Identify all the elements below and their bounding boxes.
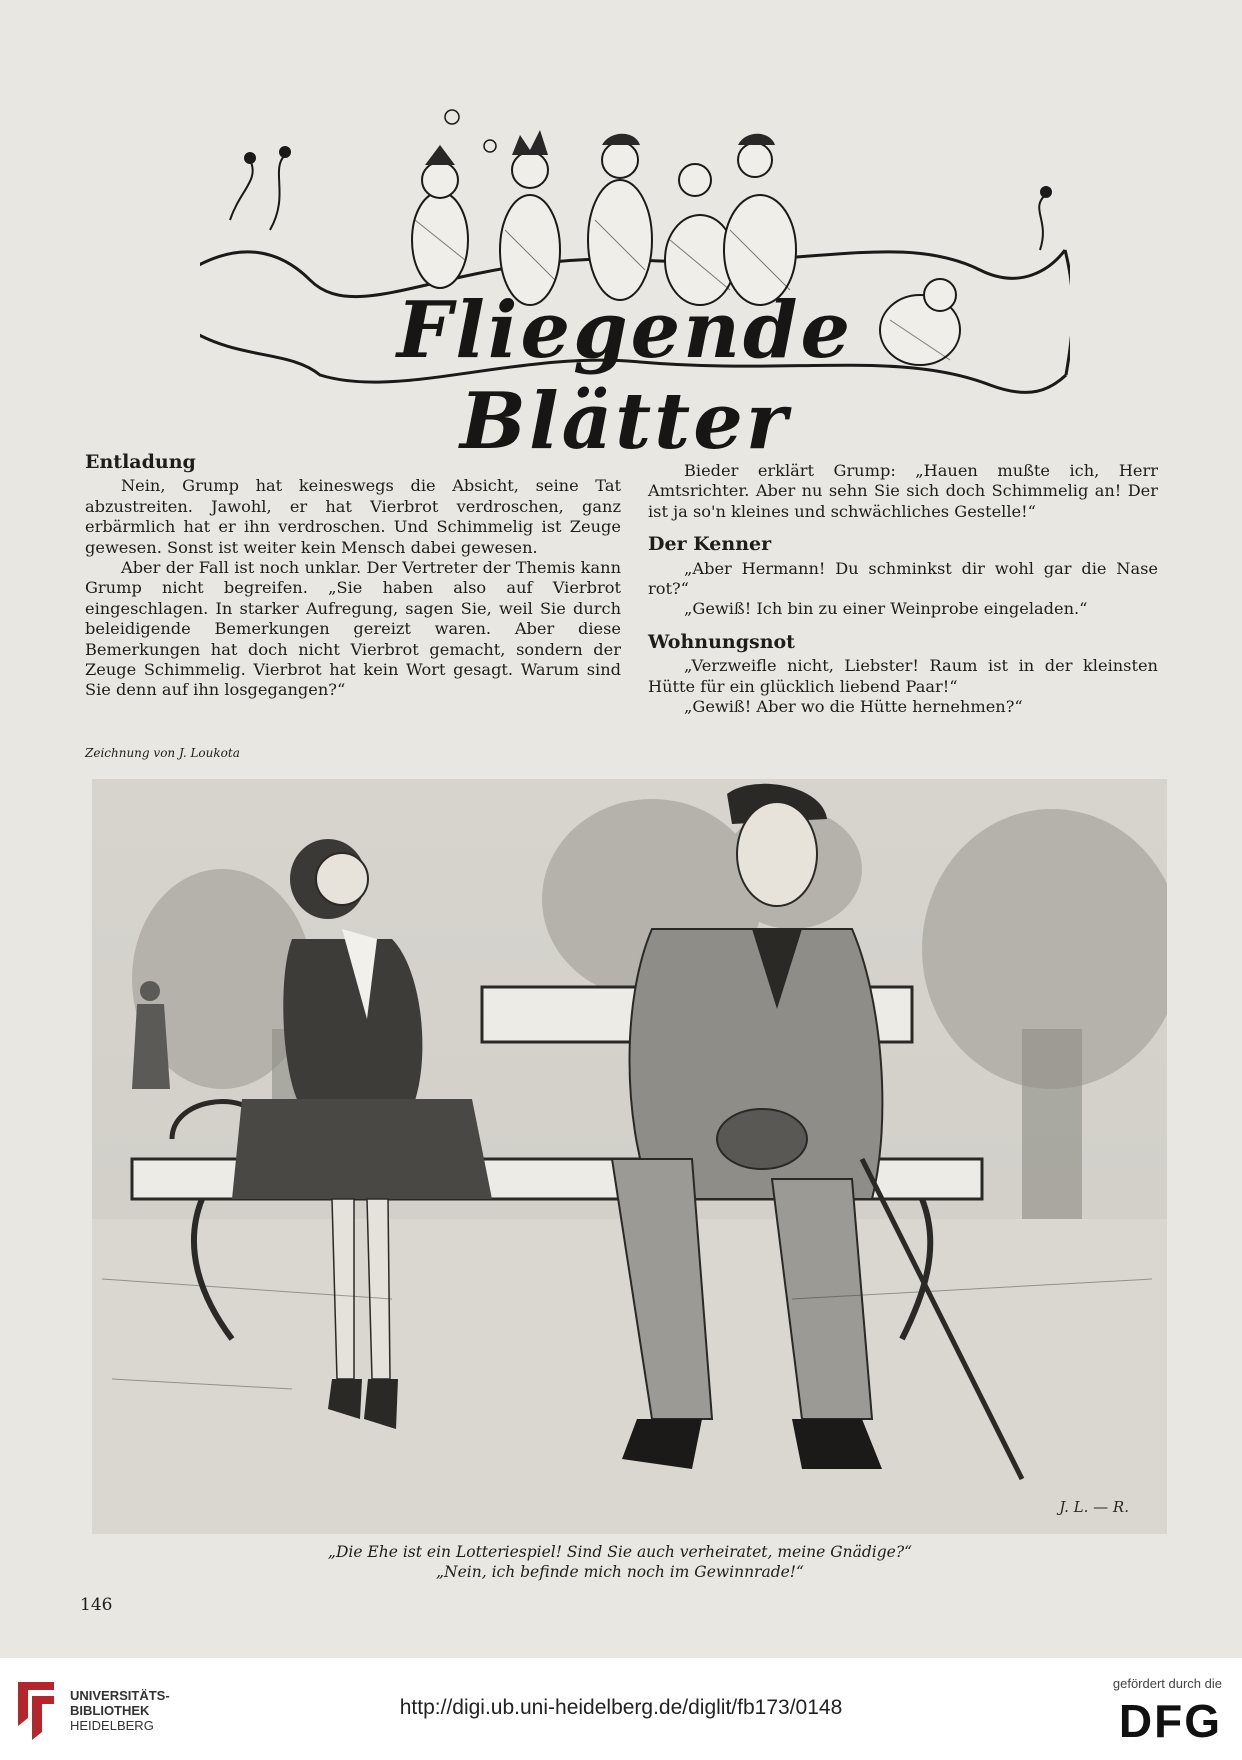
masthead-title: Fliegende Blätter [396,285,854,467]
dialogue-line: „Verzweifle nicht, Liebster! Raum ist in der kleinsten Hütte für ein glücklich liebend Paar!“ [648,656,1158,696]
illustration-credit: Zeichnung von J. Loukota [85,746,240,760]
masthead [200,100,1070,467]
left-column [85,452,621,701]
footer-bar [0,1658,1242,1760]
caption-line: „Die Ehe ist ein Lotteriespiel! Sind Sie auch verheiratet, meine Gnädige?“ [327,1543,913,1561]
permalink-url[interactable]: http://digi.ub.uni-heidelberg.de/diglit/fb173/0148 [399,1696,843,1719]
heading-entladung: Entladung [85,451,196,473]
dialogue-line: „Aber Hermann! Du schminkst dir wohl gar die Nase rot?“ [648,558,1158,599]
funded-by-label: gefördert durch die [1112,1676,1222,1691]
illustration-caption [200,1542,1040,1582]
dfg-logo: DFG [1118,1695,1222,1747]
right-column [648,461,1158,717]
page-number: 146 [80,1595,113,1615]
paragraph: Bieder erklärt Grump: „Hauen mußte ich, Herr Amtsrichter. Aber nu sehn Sie sich doch Schimmelig an! Der ist ja so'n kleines und schwächliches Gestelle!“ [648,461,1158,521]
bench-scene-drawing [92,779,1167,1534]
paragraph: Aber der Fall ist noch unklar. Der Vertreter der Themis kann Grump nicht begreifen. „Sie haben also auf Vierbrot eingeschlagen. In starker Aufregung, sagen Sie, weil Sie durch beleidigende Bemerkungen gereizt waren. Aber diese Bemerkungen hat doch nicht Vierbrot gemacht, sondern der Zeuge Schimmelig. Vierbrot hat kein Wort gesagt. Warum sind Sie denn auf ihn losgegangen?“ [85,558,621,700]
paragraph: Nein, Grump hat keineswegs die Absicht, seine Tat abzustreiten. Jawohl, er hat Vierbrot verdroschen, ganz erbärmlich hat er ihn verdroschen. Und Schimmelig ist Zeuge gewesen. Sonst ist weiter kein Mensch dabei gewesen. [85,476,621,557]
bench-illustration [92,779,1167,1534]
artist-signature: J. L. — R. [1059,1498,1129,1516]
heading-der-kenner: Der Kenner [648,533,772,556]
heading-wohnungsnot: Wohnungsnot [648,630,795,653]
dialogue-line: „Gewiß! Ich bin zu einer Weinprobe eingeladen.“ [684,599,1088,619]
library-line: BIBLIOTHEK [70,1703,150,1718]
library-line: UNIVERSITÄTS- [70,1688,170,1703]
caption-line: „Nein, ich befinde mich noch im Gewinnrade!“ [436,1563,804,1581]
dialogue-line: „Gewiß! Aber wo die Hütte hernehmen?“ [684,697,1023,717]
library-line: HEIDELBERG [70,1718,154,1733]
